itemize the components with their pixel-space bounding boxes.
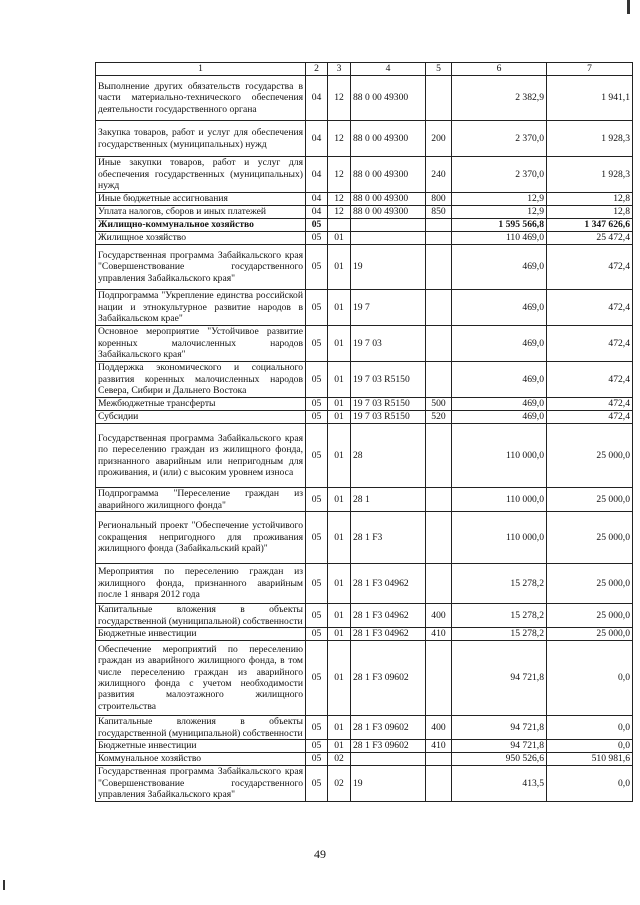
cell-vr [426,766,452,802]
cell-v1: 469,0 [452,326,547,362]
table-row [96,290,633,326]
table-row [96,219,633,232]
cell-csr: 19 7 03 R5150 [351,398,426,411]
cell-v2: 1 928,3 [547,121,633,157]
cell-vr: 850 [426,206,452,219]
cell-name: Поддержка экономического и социального развития коренных малочисленных народов Севера, Сибири и Дальнего Востока [96,362,306,398]
cell-name: Капитальные вложения в объекты государственной (муниципальной) собственности [96,604,306,628]
cell-v2: 25 000,0 [547,512,633,564]
header-cell: 2 [306,63,328,76]
cell-rz: 05 [306,290,328,326]
cell-pr: 01 [328,628,351,641]
cell-v2: 1 928,3 [547,157,633,193]
table-row [96,564,633,604]
cell-vr: 400 [426,716,452,740]
table-row [96,424,633,488]
cell-rz: 04 [306,206,328,219]
cell-pr: 01 [328,398,351,411]
cell-csr: 19 7 [351,290,426,326]
cell-v1: 94 721,8 [452,641,547,716]
cell-name: Мероприятия по переселению граждан из жилищного фонда, признанного аварийным после 1 января 2012 года [96,564,306,604]
cell-pr: 12 [328,193,351,206]
cell-pr: 01 [328,604,351,628]
cell-pr: 01 [328,362,351,398]
cell-v2: 0,0 [547,766,633,802]
header-cell: 5 [426,63,452,76]
cell-csr [351,219,426,232]
cell-v2: 12,8 [547,193,633,206]
table-row [96,641,633,716]
cell-name: Иные закупки товаров, работ и услуг для обеспечения государственных (муниципальных) нужд [96,157,306,193]
table-row [96,206,633,219]
cell-csr: 28 [351,424,426,488]
cell-v1: 110 000,0 [452,488,547,512]
cell-csr [351,232,426,245]
cell-rz: 05 [306,488,328,512]
cell-v2: 472,4 [547,411,633,424]
cell-name: Обеспечение мероприятий по переселению граждан из аварийного жилищного фонда, в том числе переселению граждан из аварийного жилищного фонда с учетом необходимости развития малоэтажного жилищного строительства [96,641,306,716]
table-row [96,76,633,121]
cell-rz: 05 [306,740,328,753]
cell-pr: 01 [328,245,351,290]
cell-vr [426,362,452,398]
cell-v2: 472,4 [547,398,633,411]
cell-v1: 2 382,9 [452,76,547,121]
table-row [96,604,633,628]
cell-rz: 04 [306,76,328,121]
cell-csr: 19 [351,766,426,802]
cell-csr: 19 [351,245,426,290]
cell-vr [426,512,452,564]
cell-rz: 05 [306,564,328,604]
cell-csr: 88 0 00 49300 [351,121,426,157]
cell-csr: 28 1 F3 09602 [351,740,426,753]
cell-vr: 240 [426,157,452,193]
cell-csr: 19 7 03 [351,326,426,362]
header-cell: 4 [351,63,426,76]
cell-name: Бюджетные инвестиции [96,628,306,641]
cell-v1: 12,9 [452,193,547,206]
cell-name: Жилищно-коммунальное хозяйство [96,219,306,232]
table-row [96,362,633,398]
cell-name: Уплата налогов, сборов и иных платежей [96,206,306,219]
cell-v1: 94 721,8 [452,740,547,753]
cell-vr: 800 [426,193,452,206]
cell-rz: 05 [306,232,328,245]
cell-csr [351,753,426,766]
cell-rz: 05 [306,219,328,232]
cell-vr [426,76,452,121]
cell-vr [426,564,452,604]
table-row [96,628,633,641]
cell-name: Иные бюджетные ассигнования [96,193,306,206]
cell-rz: 05 [306,424,328,488]
cell-vr [426,326,452,362]
cell-csr: 19 7 03 R5150 [351,411,426,424]
cell-rz: 04 [306,121,328,157]
cell-csr: 88 0 00 49300 [351,193,426,206]
cell-vr [426,219,452,232]
cell-v2: 25 472,4 [547,232,633,245]
cell-pr: 12 [328,76,351,121]
cell-v2: 472,4 [547,290,633,326]
cell-v2: 0,0 [547,641,633,716]
table-row [96,766,633,802]
cell-v1: 15 278,2 [452,628,547,641]
table-row [96,512,633,564]
cell-pr: 01 [328,716,351,740]
cell-rz: 05 [306,245,328,290]
cell-csr: 28 1 F3 09602 [351,641,426,716]
table-row [96,411,633,424]
cell-v2: 12,8 [547,206,633,219]
header-cell: 1 [96,63,306,76]
cell-csr: 28 1 F3 09602 [351,716,426,740]
cell-vr [426,424,452,488]
cell-v2: 25 000,0 [547,628,633,641]
cell-v2: 25 000,0 [547,604,633,628]
header-cell: 3 [328,63,351,76]
cell-name: Капитальные вложения в объекты государственной (муниципальной) собственности [96,716,306,740]
table-row [96,740,633,753]
cell-rz: 05 [306,398,328,411]
table-row [96,232,633,245]
table-row [96,193,633,206]
cell-pr: 12 [328,121,351,157]
cell-rz: 05 [306,716,328,740]
cell-pr: 01 [328,232,351,245]
cell-v1: 469,0 [452,362,547,398]
cell-name: Жилищное хозяйство [96,232,306,245]
cell-rz: 05 [306,641,328,716]
cell-csr: 28 1 [351,488,426,512]
cell-rz: 04 [306,193,328,206]
cell-pr [328,219,351,232]
cell-v1: 12,9 [452,206,547,219]
table-header-row [96,63,633,76]
cell-v1: 110 469,0 [452,232,547,245]
cell-v2: 510 981,6 [547,753,633,766]
cell-v1: 110 000,0 [452,512,547,564]
header-cell: 6 [452,63,547,76]
cell-csr: 28 1 F3 04962 [351,604,426,628]
table-row [96,245,633,290]
cell-v1: 469,0 [452,398,547,411]
cell-name: Бюджетные инвестиции [96,740,306,753]
cell-vr [426,245,452,290]
cell-v2: 25 000,0 [547,488,633,512]
cell-name: Государственная программа Забайкальского края "Совершенствование государственного управления Забайкальского края" [96,245,306,290]
cell-v2: 25 000,0 [547,424,633,488]
cell-csr: 88 0 00 49300 [351,206,426,219]
header-cell: 7 [547,63,633,76]
cell-name: Государственная программа Забайкальского края "Совершенствование государственного управления Забайкальского края" [96,766,306,802]
cell-rz: 04 [306,157,328,193]
cell-rz: 05 [306,604,328,628]
cell-v1: 469,0 [452,245,547,290]
cell-vr: 410 [426,740,452,753]
cell-pr: 01 [328,740,351,753]
cell-vr: 400 [426,604,452,628]
table-row [96,488,633,512]
cell-v1: 15 278,2 [452,564,547,604]
cell-vr [426,488,452,512]
cell-vr: 410 [426,628,452,641]
cell-csr: 19 7 03 R5150 [351,362,426,398]
cell-v1: 15 278,2 [452,604,547,628]
cell-v2: 472,4 [547,326,633,362]
cell-pr: 01 [328,564,351,604]
cell-v2: 472,4 [547,362,633,398]
cell-rz: 05 [306,753,328,766]
budget-table [95,62,633,802]
cell-pr: 01 [328,512,351,564]
cell-rz: 05 [306,766,328,802]
cell-pr: 01 [328,641,351,716]
cell-v1: 94 721,8 [452,716,547,740]
scan-artifact [3,880,5,890]
cell-v1: 469,0 [452,290,547,326]
cell-v1: 1 595 566,8 [452,219,547,232]
table-row [96,716,633,740]
table-row [96,121,633,157]
cell-vr [426,641,452,716]
page-number: 49 [314,847,326,861]
cell-v1: 110 000,0 [452,424,547,488]
cell-v2: 0,0 [547,716,633,740]
table-row [96,326,633,362]
cell-name: Межбюджетные трансферты [96,398,306,411]
cell-v2: 1 347 626,6 [547,219,633,232]
table-row [96,157,633,193]
table-row [96,398,633,411]
cell-csr: 88 0 00 49300 [351,76,426,121]
cell-name: Подпрограмма "Укрепление единства российской нации и этнокультурное развитие народов в Забайкальском крае" [96,290,306,326]
cell-v1: 413,5 [452,766,547,802]
cell-v2: 472,4 [547,245,633,290]
cell-pr: 01 [328,424,351,488]
cell-name: Выполнение других обязательств государства в части материально-технического обеспечения деятельности государственного органа [96,76,306,121]
cell-name: Закупка товаров, работ и услуг для обеспечения государственных (муниципальных) нужд [96,121,306,157]
cell-v1: 2 370,0 [452,121,547,157]
cell-v1: 2 370,0 [452,157,547,193]
cell-name: Государственная программа Забайкальского края по переселению граждан из жилищного фонда, признанного аварийным или непригодным для проживания, и (или) с высоким уровнем износа [96,424,306,488]
cell-pr: 01 [328,411,351,424]
cell-pr: 02 [328,766,351,802]
scan-artifact [627,0,630,14]
cell-v1: 469,0 [452,411,547,424]
cell-csr: 28 1 F3 [351,512,426,564]
cell-pr: 01 [328,488,351,512]
cell-v2: 0,0 [547,740,633,753]
cell-pr: 02 [328,753,351,766]
cell-rz: 05 [306,326,328,362]
cell-csr: 28 1 F3 04962 [351,628,426,641]
cell-rz: 05 [306,411,328,424]
cell-csr: 88 0 00 49300 [351,157,426,193]
cell-pr: 01 [328,290,351,326]
cell-vr: 200 [426,121,452,157]
cell-rz: 05 [306,512,328,564]
cell-name: Основное мероприятие "Устойчивое развитие коренных малочисленных народов Забайкальского края" [96,326,306,362]
cell-rz: 05 [306,362,328,398]
cell-v2: 1 941,1 [547,76,633,121]
table-row [96,753,633,766]
cell-v2: 25 000,0 [547,564,633,604]
cell-pr: 01 [328,326,351,362]
cell-pr: 12 [328,157,351,193]
cell-csr: 28 1 F3 04962 [351,564,426,604]
cell-vr [426,232,452,245]
cell-name: Коммунальное хозяйство [96,753,306,766]
cell-v1: 950 526,6 [452,753,547,766]
cell-pr: 12 [328,206,351,219]
cell-vr [426,290,452,326]
cell-name: Субсидии [96,411,306,424]
cell-name: Региональный проект "Обеспечение устойчивого сокращения непригодного для проживания жилищного фонда (Забайкальский край)" [96,512,306,564]
cell-vr: 500 [426,398,452,411]
cell-vr: 520 [426,411,452,424]
cell-rz: 05 [306,628,328,641]
cell-name: Подпрограмма "Переселение граждан из аварийного жилищного фонда" [96,488,306,512]
cell-vr [426,753,452,766]
